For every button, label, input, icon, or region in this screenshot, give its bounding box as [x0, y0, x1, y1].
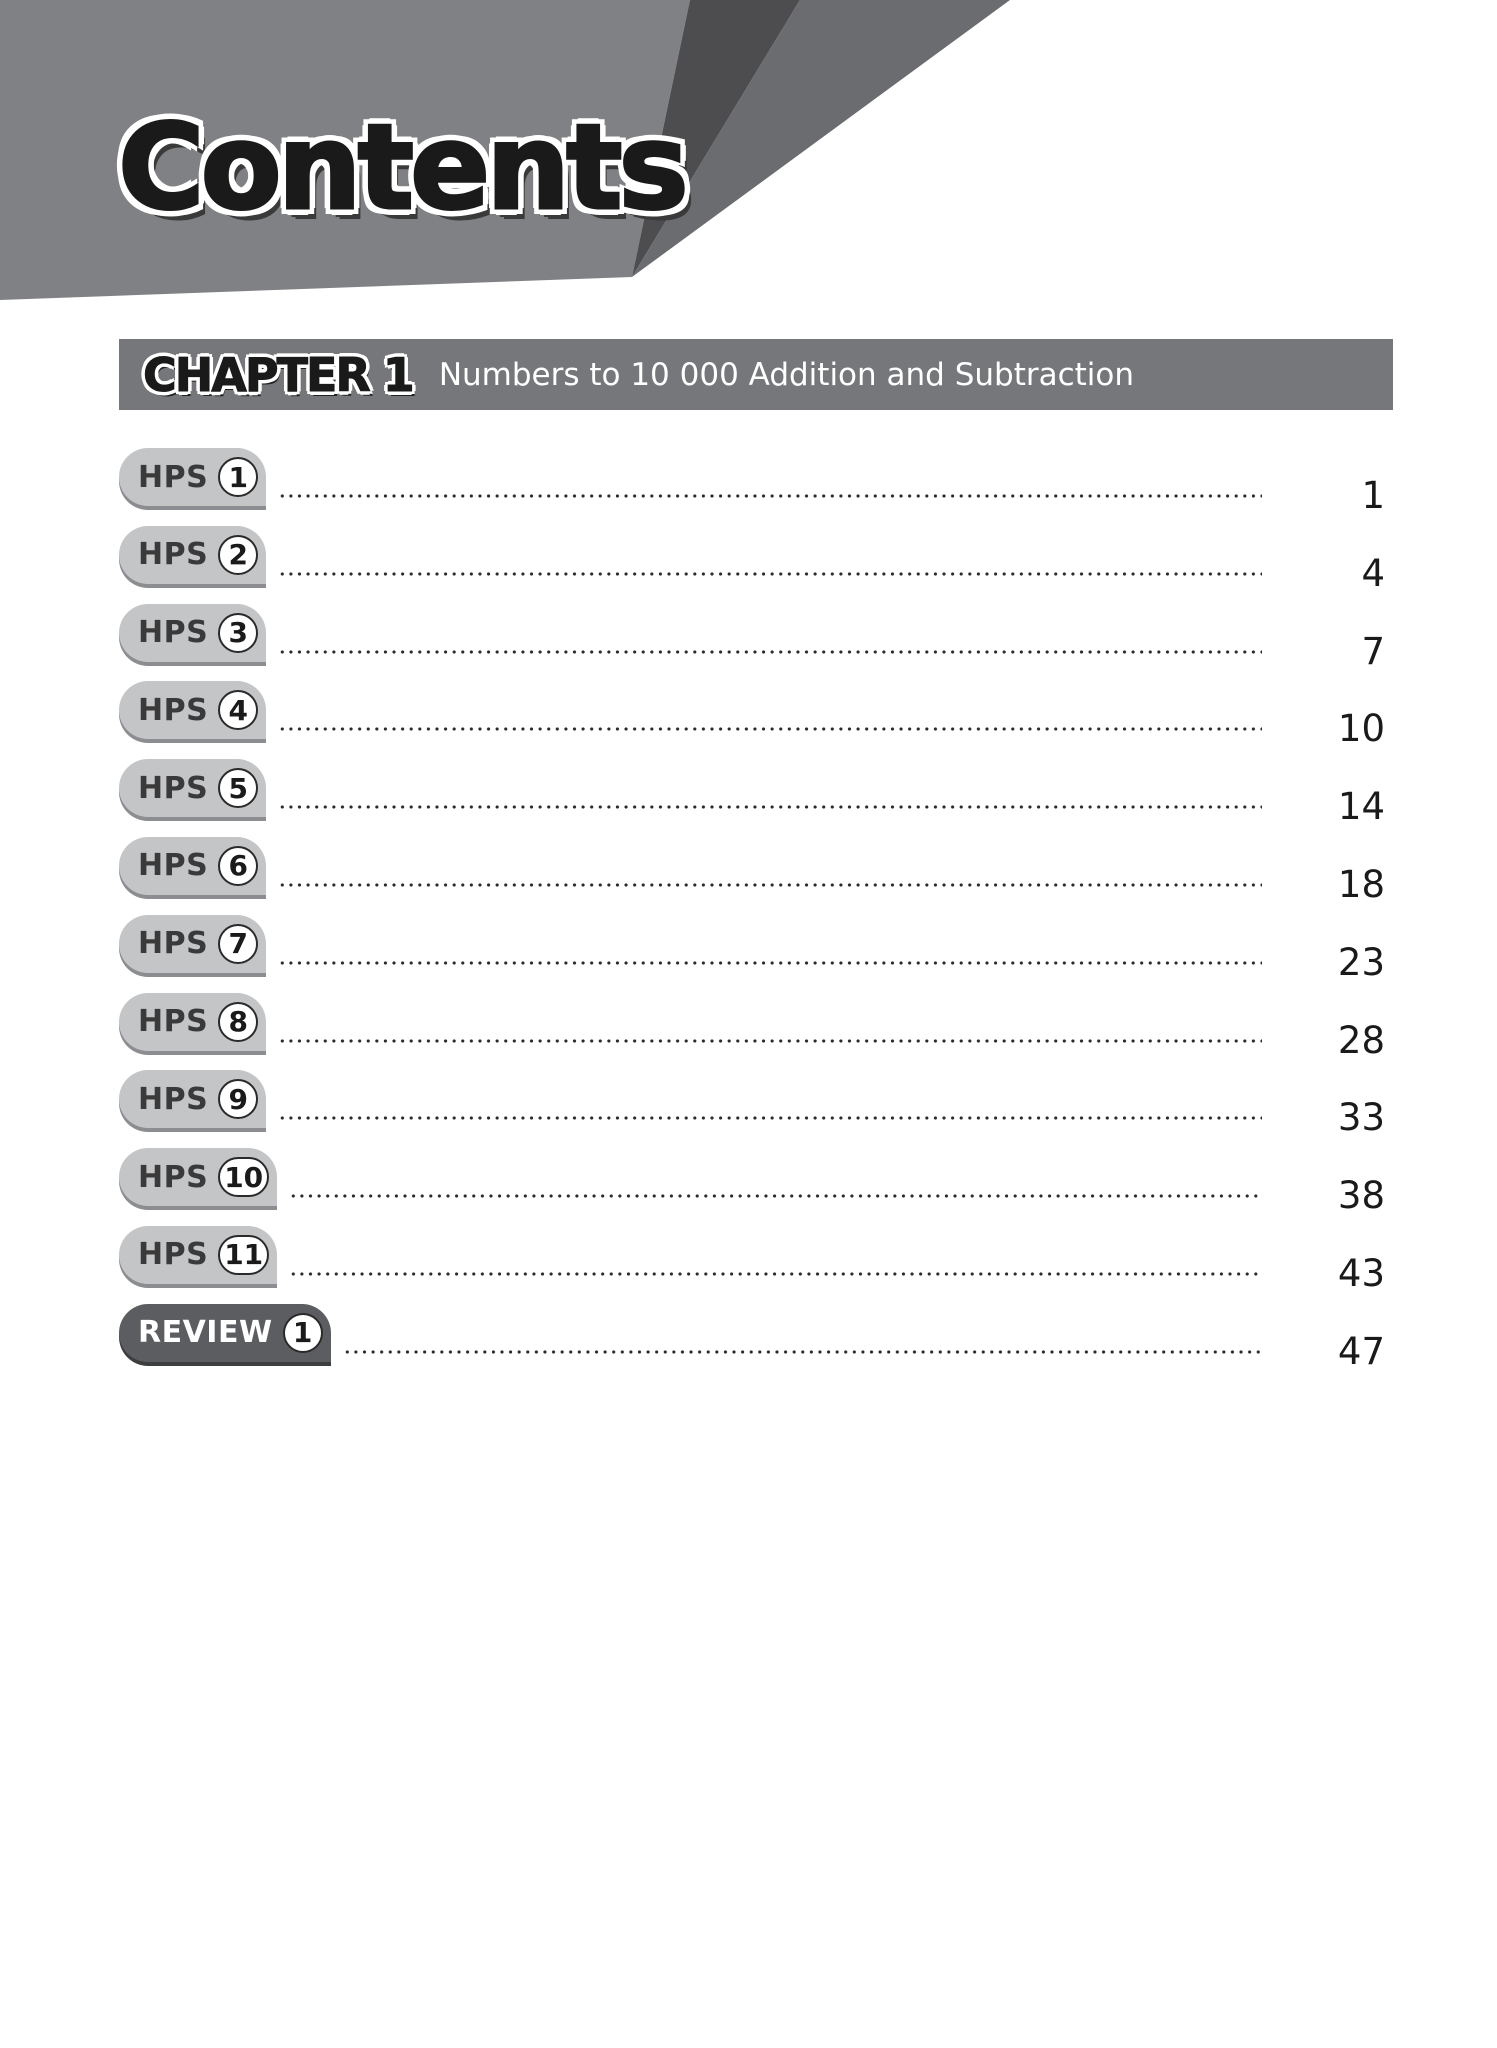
badge-number: 10 [218, 1157, 269, 1197]
dot-leader [278, 571, 1262, 577]
hps-badge [119, 759, 266, 817]
toc-entry[interactable] [119, 837, 1393, 915]
hps-badge [119, 681, 266, 739]
review-badge [119, 1304, 331, 1362]
toc-entry[interactable] [119, 1148, 1393, 1226]
chapter-title: Numbers to 10 000 Addition and Subtraction [438, 356, 1135, 393]
chapter-banner [119, 339, 1393, 410]
dot-leader [278, 1115, 1262, 1121]
dot-leader [278, 882, 1262, 888]
toc-entry[interactable] [119, 1070, 1393, 1148]
page-number: 1 [1361, 474, 1385, 517]
dot-leader [278, 1038, 1262, 1044]
hps-badge [119, 526, 266, 584]
badge-number: 8 [218, 1002, 258, 1042]
hps-badge [119, 448, 266, 506]
badge-number: 4 [218, 690, 258, 730]
badge-label: HPS [138, 692, 209, 728]
hps-badge [119, 1148, 277, 1206]
badge-number: 3 [218, 613, 258, 653]
toc-entry[interactable] [119, 681, 1393, 759]
page-number: 7 [1361, 629, 1385, 673]
toc-entry[interactable] [119, 915, 1393, 993]
toc-entry[interactable] [119, 1304, 1393, 1382]
badge-number: 5 [218, 768, 258, 808]
page-number: 23 [1337, 940, 1385, 984]
badge-label: HPS [138, 848, 209, 884]
dot-leader [289, 1193, 1262, 1199]
badge-label: HPS [138, 459, 209, 495]
toc-entry[interactable] [119, 993, 1393, 1071]
badge-number: 11 [218, 1235, 269, 1275]
badge-number: 6 [218, 846, 258, 886]
page-number: 28 [1337, 1018, 1385, 1062]
badge-label: HPS [138, 770, 209, 806]
hps-badge [119, 915, 266, 973]
badge-label: HPS [138, 1081, 209, 1117]
badge-number: 1 [218, 457, 258, 497]
hps-badge [119, 1226, 277, 1284]
badge-label: HPS [138, 615, 209, 651]
toc-entry[interactable] [119, 448, 1393, 526]
dot-leader [343, 1349, 1262, 1355]
toc-entry[interactable] [119, 526, 1393, 604]
badge-label: HPS [138, 926, 209, 962]
dot-leader [278, 726, 1262, 732]
badge-label: HPS [138, 1159, 209, 1195]
hps-badge [119, 604, 266, 662]
badge-label: HPS [138, 537, 209, 573]
page-number: 4 [1361, 551, 1385, 595]
page-number: 38 [1337, 1174, 1385, 1218]
page-number: 43 [1337, 1251, 1385, 1295]
badge-number: 7 [218, 924, 258, 964]
dot-leader [278, 649, 1262, 655]
dot-leader [278, 960, 1262, 966]
page-number: 47 [1337, 1329, 1385, 1373]
page-number: 10 [1337, 707, 1385, 751]
dot-leader [278, 493, 1262, 499]
hps-badge [119, 993, 266, 1051]
badge-label: HPS [138, 1004, 209, 1040]
hps-badge [119, 1070, 266, 1128]
page-number: 33 [1337, 1096, 1385, 1140]
dot-leader [278, 804, 1262, 810]
badge-number: 1 [283, 1313, 323, 1353]
badge-number: 2 [218, 535, 258, 575]
page-title: Contents [118, 98, 685, 236]
hps-badge [119, 837, 266, 895]
page-number: 18 [1337, 862, 1385, 906]
page-number: 14 [1337, 785, 1385, 829]
badge-number: 9 [218, 1079, 258, 1119]
toc-entry[interactable] [119, 1226, 1393, 1304]
toc-entry[interactable] [119, 604, 1393, 682]
badge-label: HPS [138, 1237, 209, 1273]
toc-list [119, 448, 1393, 1382]
toc-entry[interactable] [119, 759, 1393, 837]
badge-label: REVIEW [138, 1315, 273, 1351]
dot-leader [289, 1271, 1262, 1277]
chapter-label: CHAPTER 1 [143, 347, 413, 402]
